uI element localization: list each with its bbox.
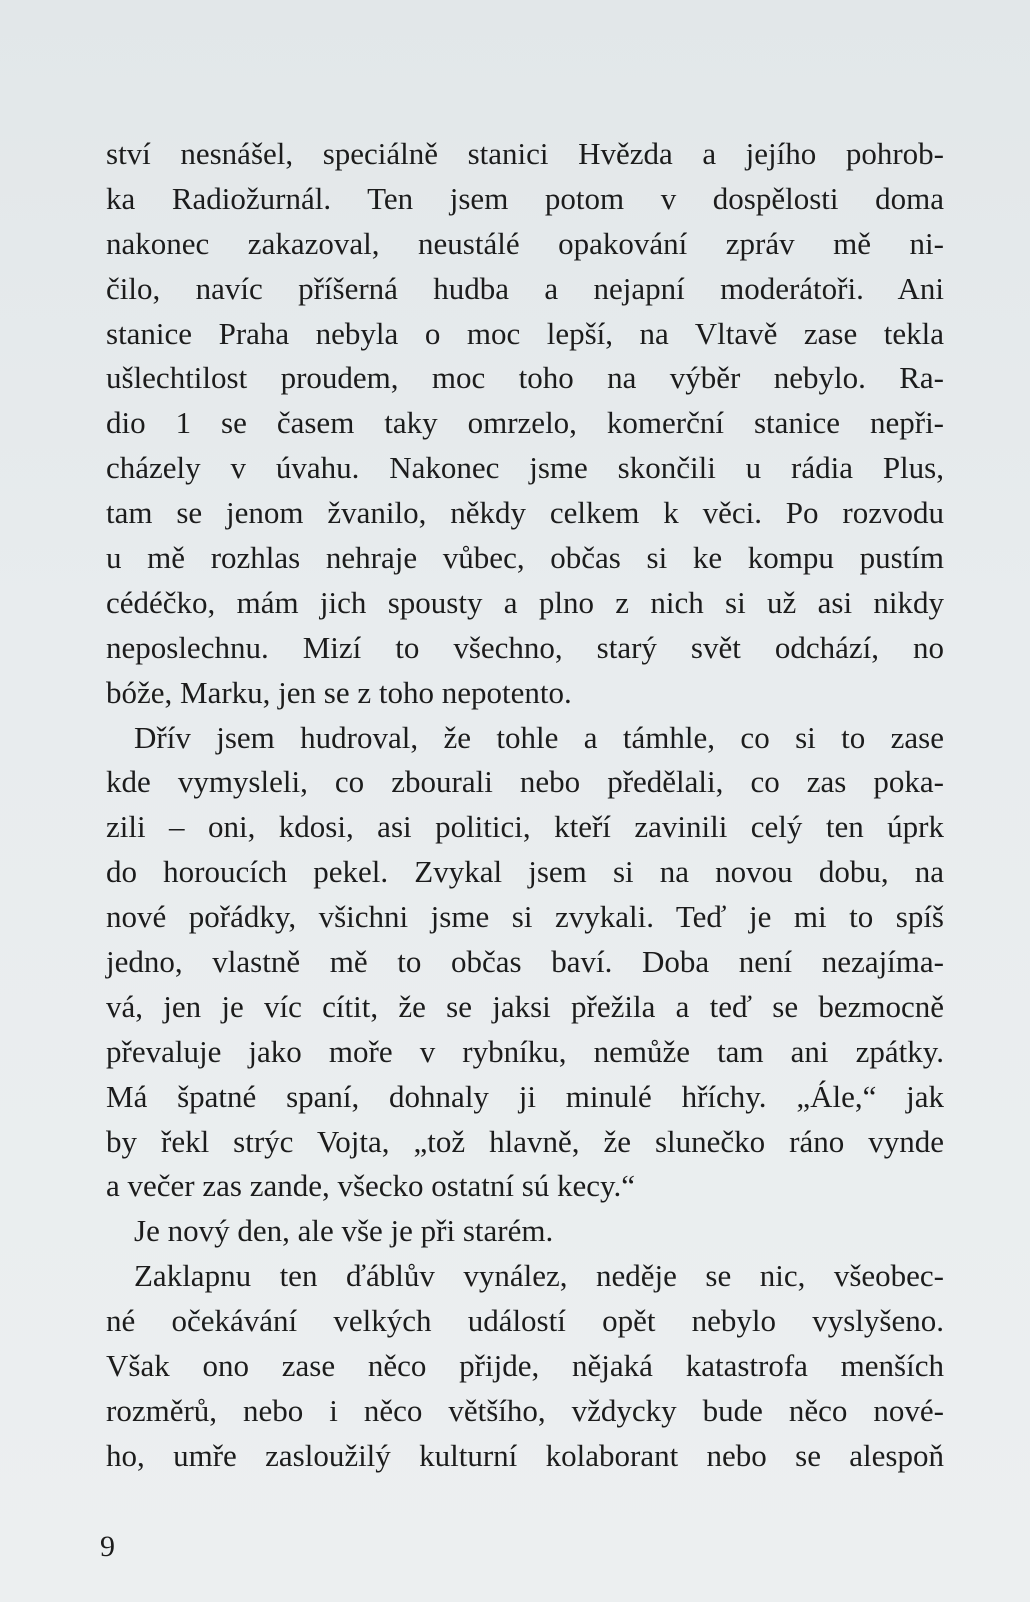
text-line: rozměrů, nebo i něco většího, vždycky bude něco nové- xyxy=(106,1392,944,1428)
text-line: a večer zas zande, všecko ostatní sú kecy.“ xyxy=(106,1168,636,1204)
text-line: Má špatné spaní, dohnaly ji minulé hříchy. „Ále,“ jak xyxy=(106,1078,944,1114)
text-line: kde vymysleli, co zbourali nebo předělali, co zas poka- xyxy=(106,764,944,800)
text-line: tam se jenom žvanilo, někdy celkem k věci. Po rozvodu xyxy=(106,495,944,531)
text-line: do horoucích pekel. Zvykal jsem si na novou dobu, na xyxy=(106,854,944,890)
text-line: Je nový den, ale vše je při starém. xyxy=(134,1213,554,1249)
text-line: jedno, vlastně mě to občas baví. Doba není nezajíma- xyxy=(106,944,944,980)
text-line: Však ono zase něco přijde, nějaká katastrofa menších xyxy=(106,1348,944,1384)
text-line: ka Radiožurnál. Ten jsem potom v dospělosti doma xyxy=(106,180,944,216)
text-line: stanice Praha nebyla o moc lepší, na Vltavě zase tekla xyxy=(106,315,944,351)
text-line: by řekl strýc Vojta, „tož hlavně, že slunečko ráno vynde xyxy=(106,1123,944,1159)
body-text xyxy=(106,132,944,1479)
text-line: cházely v úvahu. Nakonec jsme skončili u rádia Plus, xyxy=(106,450,944,486)
text-line: cédéčko, mám jich spousty a plno z nich si už asi nikdy xyxy=(106,584,944,620)
text-line: neposlechnu. Mizí to všechno, starý svět odchází, no xyxy=(106,629,944,665)
text-line: převaluje jako moře v rybníku, nemůže tam ani zpátky. xyxy=(106,1033,944,1069)
text-line: bóže, Marku, jen se z toho nepotento. xyxy=(106,674,572,710)
text-line: ušlechtilost proudem, moc toho na výběr nebylo. Ra- xyxy=(106,360,944,396)
text-line: ství nesnášel, speciálně stanici Hvězda a jejího pohrob- xyxy=(106,136,944,171)
text-line: u mě rozhlas nehraje vůbec, občas si ke kompu pustím xyxy=(106,540,944,576)
text-line: Dřív jsem hudroval, že tohle a támhle, co si to zase xyxy=(134,719,944,755)
text-line: ho, umře zasloužilý kulturní kolaborant nebo se alespoň xyxy=(106,1437,944,1473)
page-number: 9 xyxy=(100,1530,115,1563)
text-line: čilo, navíc příšerná hudba a nejapní moderátoři. Ani xyxy=(106,270,944,306)
text-line: né očekávání velkých událostí opět nebylo vyslyšeno. xyxy=(106,1303,944,1339)
text-line: nakonec zakazoval, neustálé opakování zpráv mě ni- xyxy=(106,225,944,261)
text-line: vá, jen je víc cítit, že se jaksi přežila a teď se bezmocně xyxy=(106,988,944,1024)
text-line: zili – oni, kdosi, asi politici, kteří zavinili celý ten úprk xyxy=(106,809,944,845)
text-line: nové pořádky, všichni jsme si zvykali. Teď je mi to spíš xyxy=(106,899,944,935)
text-line: Zaklapnu ten ďáblův vynález, neděje se nic, všeobec- xyxy=(134,1258,944,1294)
text-line: dio 1 se časem taky omrzelo, komerční stanice nepři- xyxy=(106,405,944,441)
